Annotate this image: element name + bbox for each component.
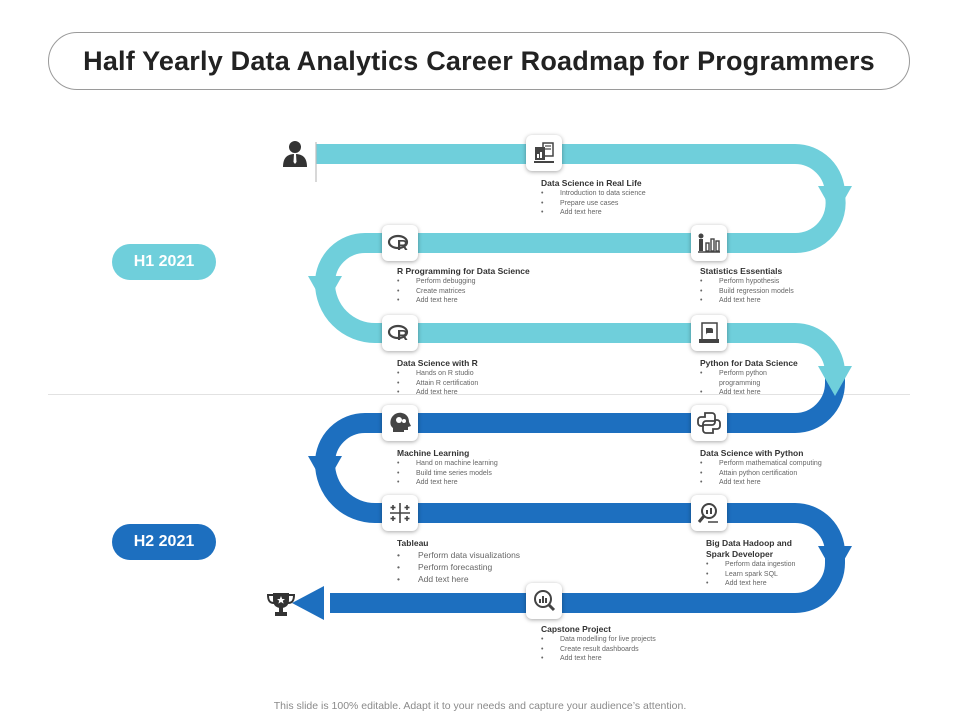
- python-book-icon: [696, 320, 722, 346]
- milestone-bullet: • Perform data ingestion: [706, 560, 816, 570]
- milestone-icon-box-5: [691, 315, 727, 351]
- milestone-icon-box-7: [382, 405, 418, 441]
- milestone-bullet: • Perform forecasting: [397, 561, 547, 573]
- milestone-bullet: • Add text here: [700, 296, 850, 306]
- milestone-bullet: • Attain python certification: [700, 469, 860, 479]
- svg-text:R: R: [397, 327, 408, 344]
- page-title: Half Yearly Data Analytics Career Roadmap for Programmers: [83, 45, 875, 76]
- milestone-title: Python for Data Science: [700, 358, 798, 368]
- milestone-8: [706, 538, 816, 589]
- milestone-bullet: • Perform hypothesis: [700, 277, 850, 287]
- milestone-bullet: • Add text here: [541, 208, 691, 218]
- milestone-title: Big Data Hadoop and Spark Developer: [706, 538, 792, 559]
- milestone-bullet: • Create matrices: [397, 287, 547, 297]
- milestone-icon-box-4: [382, 315, 418, 351]
- period-badge-h2: H2 2021: [112, 524, 216, 560]
- period-badge-h1: H1 2021: [112, 244, 216, 280]
- milestone-icon-box-10: [526, 583, 562, 619]
- r-logo-icon: [387, 230, 413, 256]
- milestone-6: [700, 448, 860, 488]
- milestone-9: [397, 538, 547, 585]
- milestone-title: Data Science with R: [397, 358, 478, 368]
- milestone-icon-box-8: [691, 495, 727, 531]
- milestone-title: Data Science in Real Life: [541, 178, 642, 188]
- milestone-bullet: • Build regression models: [700, 287, 850, 297]
- milestone-bullet: • Add text here: [706, 579, 816, 589]
- milestone-1: [541, 178, 691, 218]
- milestone-title: Tableau: [397, 538, 429, 548]
- person-icon: [282, 140, 308, 168]
- milestone-icon-box-2: [691, 225, 727, 261]
- milestone-bullet: • Build time series models: [397, 469, 547, 479]
- python-logo-icon: [696, 410, 722, 436]
- milestone-bullet: • Hands on R studio: [397, 369, 547, 379]
- milestone-title: Data Science with Python: [700, 448, 804, 458]
- search-analysis-icon: [696, 500, 722, 526]
- r-logo-icon: [387, 320, 413, 346]
- milestone-bullet: • Create result dashboards: [541, 645, 691, 655]
- milestone-bullet: • Add text here: [397, 573, 547, 585]
- data-report-icon: [531, 140, 557, 166]
- milestone-bullet: • Add text here: [541, 654, 691, 664]
- arrow-head-5: [818, 546, 852, 576]
- milestone-bullet: • Add text here: [700, 478, 860, 488]
- milestone-bullet: • Introduction to data science: [541, 189, 691, 199]
- arrow-head-1: [818, 186, 852, 216]
- trophy-icon: [266, 592, 296, 618]
- svg-text:R: R: [397, 237, 408, 254]
- milestone-title: Machine Learning: [397, 448, 470, 458]
- arrow-head-3: [818, 366, 852, 396]
- arrow-head-6: [292, 586, 324, 620]
- milestone-title: R Programming for Data Science: [397, 266, 530, 276]
- milestone-icon-box-6: [691, 405, 727, 441]
- footer-note: This slide is 100% editable. Adapt it to your needs and capture your audience’s attention.: [273, 700, 687, 712]
- milestone-bullet: • Perform python programming: [700, 369, 800, 388]
- milestone-10: [541, 624, 691, 664]
- milestone-5: [700, 358, 800, 398]
- milestone-bullet: • Data modelling for live projects: [541, 635, 691, 645]
- milestone-title: Capstone Project: [541, 624, 611, 634]
- milestone-2: [700, 266, 850, 306]
- milestone-bullet: • Prepare use cases: [541, 199, 691, 209]
- milestone-bullet: • Learn spark SQL: [706, 570, 816, 580]
- milestone-bullet: • Perform data visualizations: [397, 549, 547, 561]
- milestone-bullet: • Attain R certification: [397, 379, 547, 389]
- milestone-bullet: • Add text here: [397, 296, 547, 306]
- milestone-bullet: • Perform mathematical computing: [700, 459, 860, 469]
- milestone-bullet: • Add text here: [700, 388, 800, 398]
- brain-head-icon: [387, 410, 413, 436]
- milestone-icon-box-3: [382, 225, 418, 261]
- milestone-3: [397, 266, 547, 306]
- tableau-icon: [387, 500, 413, 526]
- milestone-icon-box-1: [526, 135, 562, 171]
- milestone-icon-box-9: [382, 495, 418, 531]
- milestone-bullet: • Add text here: [397, 388, 547, 398]
- milestone-title: Statistics Essentials: [700, 266, 783, 276]
- milestone-7: [397, 448, 547, 488]
- milestone-bullet: • Add text here: [397, 478, 547, 488]
- milestone-4: [397, 358, 547, 398]
- milestone-bullet: • Perform debugging: [397, 277, 547, 287]
- milestone-bullet: • Hand on machine learning: [397, 459, 547, 469]
- magnifier-chart-icon: [531, 588, 557, 614]
- statistics-icon: [696, 230, 722, 256]
